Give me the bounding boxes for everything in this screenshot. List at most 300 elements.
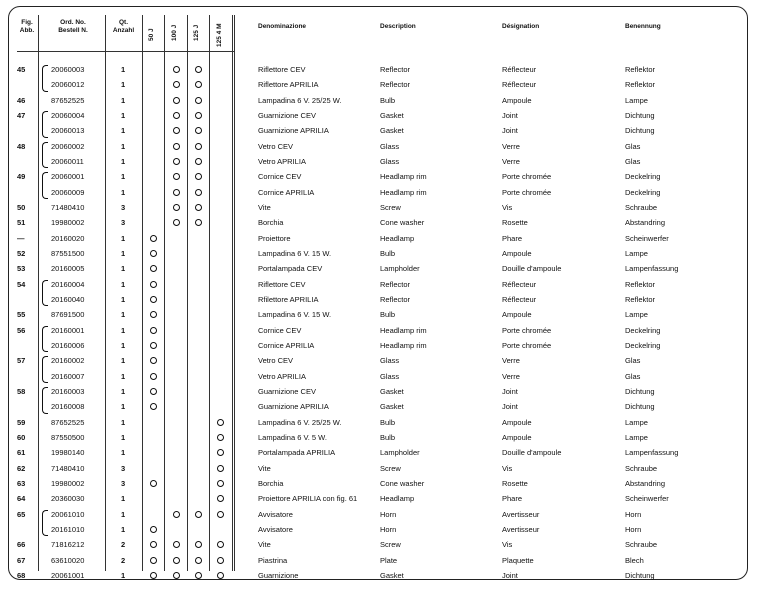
table-row bbox=[9, 123, 749, 138]
table-row bbox=[9, 415, 749, 430]
table-row bbox=[9, 491, 749, 506]
name-french: Verre bbox=[502, 141, 520, 151]
table-row bbox=[9, 77, 749, 92]
fig-number: 61 bbox=[17, 448, 26, 458]
name-english: Screw bbox=[380, 540, 401, 550]
name-french: Phare bbox=[502, 494, 523, 504]
applicability-mark bbox=[173, 127, 180, 134]
quantity: 3 bbox=[121, 202, 126, 212]
name-english: Lampholder bbox=[380, 264, 420, 274]
name-german: Deckelring bbox=[625, 325, 661, 335]
group-brace bbox=[42, 356, 48, 383]
table-row bbox=[9, 323, 749, 338]
name-italian: Guarnizione APRILIA bbox=[258, 402, 329, 412]
fig-number: 62 bbox=[17, 463, 26, 473]
fig-number: — bbox=[17, 233, 25, 243]
name-german: Deckelring bbox=[625, 340, 661, 350]
applicability-mark bbox=[195, 204, 202, 211]
quantity: 1 bbox=[121, 156, 126, 166]
name-german: Glas bbox=[625, 141, 641, 151]
name-italian: Cornice APRILIA bbox=[258, 340, 315, 350]
order-number: 20160005 bbox=[51, 264, 85, 274]
table-row bbox=[9, 62, 749, 77]
header-qty: Qt. Anzahl bbox=[112, 19, 135, 34]
table-row bbox=[9, 369, 749, 384]
table-row bbox=[9, 353, 749, 368]
header-divider bbox=[17, 51, 235, 52]
name-german: Dichtung bbox=[625, 126, 655, 136]
applicability-mark bbox=[195, 189, 202, 196]
applicability-mark bbox=[195, 541, 202, 548]
quantity: 1 bbox=[121, 494, 126, 504]
fig-number: 65 bbox=[17, 509, 26, 519]
order-number: 20060011 bbox=[51, 156, 84, 166]
fig-number: 49 bbox=[17, 172, 26, 182]
quantity: 1 bbox=[121, 233, 126, 243]
table-row bbox=[9, 200, 749, 215]
applicability-mark bbox=[195, 557, 202, 564]
fig-number: 52 bbox=[17, 248, 26, 258]
name-french: Avertisseur bbox=[502, 524, 540, 534]
order-number: 87550500 bbox=[51, 432, 85, 442]
applicability-mark bbox=[173, 189, 180, 196]
name-french: Avertisseur bbox=[502, 509, 540, 519]
table-row bbox=[9, 169, 749, 184]
applicability-mark bbox=[150, 311, 157, 318]
header-german: Benennung bbox=[625, 23, 661, 30]
name-italian: Lampadina 6 V. 5 W. bbox=[258, 432, 327, 442]
name-german: Lampe bbox=[625, 95, 648, 105]
name-english: Reflector bbox=[380, 279, 411, 289]
name-german: Dichtung bbox=[625, 570, 655, 580]
name-english: Gasket bbox=[380, 570, 404, 580]
name-german: Abstandring bbox=[625, 478, 666, 488]
applicability-mark bbox=[150, 357, 157, 364]
fig-number: 47 bbox=[17, 110, 26, 120]
name-german: Deckelring bbox=[625, 187, 661, 197]
applicability-mark bbox=[195, 81, 202, 88]
name-english: Glass bbox=[380, 156, 400, 166]
parts-table bbox=[8, 6, 748, 580]
applicability-mark bbox=[173, 541, 180, 548]
table-row bbox=[9, 568, 749, 583]
order-number: 20060002 bbox=[51, 141, 85, 151]
applicability-mark bbox=[217, 465, 224, 472]
order-number: 71816212 bbox=[51, 540, 85, 550]
table-row bbox=[9, 215, 749, 230]
order-number: 20060013 bbox=[51, 126, 85, 136]
name-german: Schraube bbox=[625, 540, 658, 550]
header-125j: 125 J bbox=[193, 24, 200, 41]
fig-number: 48 bbox=[17, 141, 26, 151]
applicability-mark bbox=[217, 480, 224, 487]
name-english: Gasket bbox=[380, 110, 404, 120]
applicability-mark bbox=[195, 112, 202, 119]
order-number: 87551500 bbox=[51, 248, 85, 258]
order-number: 19980002 bbox=[51, 218, 85, 228]
group-brace bbox=[42, 387, 48, 414]
name-french: Joint bbox=[502, 402, 518, 412]
order-number: 71480410 bbox=[51, 202, 85, 212]
group-brace bbox=[42, 142, 48, 169]
name-english: Horn bbox=[380, 509, 397, 519]
name-german: Glas bbox=[625, 356, 641, 366]
quantity: 1 bbox=[121, 294, 126, 304]
name-italian: Vetro CEV bbox=[258, 141, 294, 151]
name-french: Verre bbox=[502, 371, 520, 381]
applicability-mark bbox=[217, 572, 224, 579]
table-row bbox=[9, 154, 749, 169]
table-row bbox=[9, 93, 749, 108]
name-english: Reflector bbox=[380, 80, 411, 90]
name-german: Dichtung bbox=[625, 386, 655, 396]
name-english: Headlamp bbox=[380, 494, 415, 504]
applicability-mark bbox=[150, 265, 157, 272]
quantity: 2 bbox=[121, 540, 126, 550]
order-number: 87691500 bbox=[51, 310, 85, 320]
name-english: Bulb bbox=[380, 248, 396, 258]
name-french: Rosette bbox=[502, 218, 528, 228]
name-french: Réflecteur bbox=[502, 294, 537, 304]
fig-number: 50 bbox=[17, 202, 26, 212]
name-english: Headlamp rim bbox=[380, 187, 427, 197]
order-number: 20061001 bbox=[51, 570, 85, 580]
order-number: 20160020 bbox=[51, 233, 85, 243]
name-german: Lampe bbox=[625, 432, 648, 442]
applicability-mark bbox=[173, 97, 180, 104]
table-row bbox=[9, 522, 749, 537]
name-german: Reflektor bbox=[625, 80, 656, 90]
header-fig: Fig. Abb. bbox=[19, 19, 35, 34]
table-row bbox=[9, 445, 749, 460]
fig-number: 64 bbox=[17, 494, 26, 504]
order-number: 71480410 bbox=[51, 463, 85, 473]
group-brace bbox=[42, 280, 48, 307]
table-row bbox=[9, 553, 749, 568]
group-brace bbox=[42, 65, 48, 92]
name-english: Gasket bbox=[380, 402, 404, 412]
order-number: 19980002 bbox=[51, 478, 85, 488]
name-german: Horn bbox=[625, 509, 642, 519]
table-row bbox=[9, 338, 749, 353]
applicability-mark bbox=[195, 97, 202, 104]
applicability-mark bbox=[173, 219, 180, 226]
table-row bbox=[9, 108, 749, 123]
header-100j: 100 J bbox=[171, 24, 178, 41]
name-italian: Cornice APRILIA bbox=[258, 187, 315, 197]
name-french: Vis bbox=[502, 202, 513, 212]
name-german: Lampenfassung bbox=[625, 448, 679, 458]
name-french: Ampoule bbox=[502, 417, 532, 427]
name-english: Glass bbox=[380, 371, 400, 381]
header-125-4m: 125 4 M bbox=[216, 23, 223, 47]
name-english: Cone washer bbox=[380, 478, 425, 488]
name-italian: Riflettore CEV bbox=[258, 65, 306, 74]
name-english: Reflector bbox=[380, 294, 411, 304]
header-english: Description bbox=[380, 23, 416, 30]
table-row bbox=[9, 185, 749, 200]
applicability-mark bbox=[173, 572, 180, 579]
name-italian: Borchia bbox=[258, 218, 284, 228]
name-french: Joint bbox=[502, 110, 518, 120]
name-french: Réflecteur bbox=[502, 80, 537, 90]
name-italian: Lampadina 6 V. 15 W. bbox=[258, 310, 332, 320]
quantity: 1 bbox=[121, 264, 126, 274]
applicability-mark bbox=[173, 81, 180, 88]
applicability-mark bbox=[195, 143, 202, 150]
applicability-mark bbox=[217, 495, 224, 502]
name-french: Vis bbox=[502, 540, 513, 550]
quantity: 1 bbox=[121, 340, 126, 350]
name-french: Porte chromée bbox=[502, 187, 552, 197]
name-english: Bulb bbox=[380, 432, 396, 442]
quantity: 1 bbox=[121, 248, 126, 258]
order-number: 87652525 bbox=[51, 417, 85, 427]
name-french: Porte chromée bbox=[502, 340, 552, 350]
fig-number: 51 bbox=[17, 218, 26, 228]
fig-number: 46 bbox=[17, 95, 26, 105]
quantity: 1 bbox=[121, 65, 126, 74]
name-italian: Riflettore APRILIA bbox=[258, 80, 319, 90]
table-row bbox=[9, 537, 749, 552]
name-english: Glass bbox=[380, 141, 400, 151]
name-english: Cone washer bbox=[380, 218, 425, 228]
table-row bbox=[9, 430, 749, 445]
applicability-mark bbox=[217, 449, 224, 456]
name-english: Screw bbox=[380, 463, 401, 473]
order-number: 20160006 bbox=[51, 340, 85, 350]
name-german: Reflektor bbox=[625, 279, 656, 289]
name-italian: Cornice CEV bbox=[258, 172, 302, 182]
name-french: Ampoule bbox=[502, 310, 532, 320]
table-row bbox=[9, 261, 749, 276]
order-number: 20060004 bbox=[51, 110, 85, 120]
applicability-mark bbox=[150, 572, 157, 579]
name-english: Reflector bbox=[380, 65, 411, 74]
name-french: Joint bbox=[502, 126, 518, 136]
applicability-mark bbox=[150, 403, 157, 410]
name-english: Plate bbox=[380, 555, 398, 565]
applicability-mark bbox=[195, 127, 202, 134]
applicability-mark bbox=[150, 250, 157, 257]
applicability-mark bbox=[173, 112, 180, 119]
name-german: Lampe bbox=[625, 417, 648, 427]
name-italian: Vetro APRILIA bbox=[258, 371, 306, 381]
name-italian: Avvisatore bbox=[258, 509, 293, 519]
name-german: Dichtung bbox=[625, 110, 655, 120]
name-german: Lampenfassung bbox=[625, 264, 679, 274]
name-german: Schraube bbox=[625, 463, 658, 473]
name-italian: Vite bbox=[258, 463, 271, 473]
name-german: Reflektor bbox=[625, 65, 656, 74]
name-french: Douille d'ampoule bbox=[502, 264, 562, 274]
fig-number: 59 bbox=[17, 417, 26, 427]
applicability-mark bbox=[217, 419, 224, 426]
applicability-mark bbox=[150, 342, 157, 349]
name-english: Bulb bbox=[380, 417, 396, 427]
name-german: Blech bbox=[625, 555, 644, 565]
name-italian: Guarnizione bbox=[258, 570, 299, 580]
name-italian: Guarnizione CEV bbox=[258, 386, 316, 396]
applicability-mark bbox=[195, 572, 202, 579]
fig-number: 56 bbox=[17, 325, 26, 335]
name-italian: Vetro APRILIA bbox=[258, 156, 306, 166]
name-italian: Lampadina 6 V. 15 W. bbox=[258, 248, 332, 258]
order-number: 20060001 bbox=[51, 172, 85, 182]
table-row bbox=[9, 384, 749, 399]
name-italian: Lampadina 6 V. 25/25 W. bbox=[258, 417, 342, 427]
quantity: 1 bbox=[121, 524, 126, 534]
table-row bbox=[9, 292, 749, 307]
applicability-mark bbox=[195, 66, 202, 73]
applicability-mark bbox=[217, 541, 224, 548]
name-french: Porte chromée bbox=[502, 325, 552, 335]
order-number: 20160008 bbox=[51, 402, 85, 412]
name-german: Glas bbox=[625, 371, 641, 381]
name-french: Joint bbox=[502, 570, 518, 580]
quantity: 1 bbox=[121, 325, 126, 335]
table-row bbox=[9, 399, 749, 414]
name-italian: Avvisatore bbox=[258, 524, 293, 534]
header-ord: Ord. No. Bestell N. bbox=[58, 19, 88, 34]
applicability-mark bbox=[150, 281, 157, 288]
applicability-mark bbox=[150, 480, 157, 487]
table-row bbox=[9, 277, 749, 292]
name-english: Headlamp rim bbox=[380, 172, 427, 182]
order-number: 20160040 bbox=[51, 294, 85, 304]
name-french: Réflecteur bbox=[502, 279, 537, 289]
name-italian: Proiettore bbox=[258, 233, 291, 243]
header-italian: Denominazione bbox=[258, 23, 307, 30]
table-row bbox=[9, 231, 749, 246]
name-french: Rosette bbox=[502, 478, 528, 488]
quantity: 1 bbox=[121, 417, 126, 427]
name-italian: Portalampada APRILIA bbox=[258, 448, 336, 458]
order-number: 20060009 bbox=[51, 187, 85, 197]
applicability-mark bbox=[195, 173, 202, 180]
header-50j: 50 J bbox=[148, 28, 155, 41]
name-german: Lampe bbox=[625, 310, 648, 320]
name-french: Ampoule bbox=[502, 432, 532, 442]
quantity: 1 bbox=[121, 432, 126, 442]
fig-number: 60 bbox=[17, 432, 26, 442]
name-german: Lampe bbox=[625, 248, 648, 258]
quantity: 1 bbox=[121, 402, 126, 412]
order-number: 20060003 bbox=[51, 65, 85, 74]
name-french: Verre bbox=[502, 356, 520, 366]
name-german: Dichtung bbox=[625, 402, 655, 412]
order-number: 20160001 bbox=[51, 325, 85, 335]
quantity: 1 bbox=[121, 187, 126, 197]
applicability-mark bbox=[173, 511, 180, 518]
fig-number: 68 bbox=[17, 570, 26, 580]
fig-number: 57 bbox=[17, 356, 26, 366]
applicability-mark bbox=[150, 557, 157, 564]
table-row bbox=[9, 307, 749, 322]
quantity: 1 bbox=[121, 371, 126, 381]
name-italian: Cornice CEV bbox=[258, 325, 302, 335]
fig-number: 45 bbox=[17, 65, 26, 74]
quantity: 1 bbox=[121, 509, 126, 519]
quantity: 2 bbox=[121, 555, 126, 565]
applicability-mark bbox=[173, 173, 180, 180]
name-french: Porte chromée bbox=[502, 172, 552, 182]
name-italian: Portalampada CEV bbox=[258, 264, 323, 274]
applicability-mark bbox=[173, 66, 180, 73]
name-english: Lampholder bbox=[380, 448, 420, 458]
applicability-mark bbox=[195, 219, 202, 226]
name-english: Bulb bbox=[380, 95, 396, 105]
name-english: Headlamp rim bbox=[380, 325, 427, 335]
quantity: 3 bbox=[121, 218, 126, 228]
name-english: Gasket bbox=[380, 386, 404, 396]
order-number: 63610020 bbox=[51, 555, 85, 565]
applicability-mark bbox=[150, 526, 157, 533]
fig-number: 54 bbox=[17, 279, 26, 289]
fig-number: 63 bbox=[17, 478, 26, 488]
name-german: Deckelring bbox=[625, 172, 661, 182]
order-number: 20160007 bbox=[51, 371, 85, 381]
table-row bbox=[9, 246, 749, 261]
quantity: 1 bbox=[121, 386, 126, 396]
order-number: 20061010 bbox=[51, 509, 85, 519]
name-italian: Vite bbox=[258, 202, 271, 212]
applicability-mark bbox=[217, 434, 224, 441]
name-italian: Proiettore APRILIA con fig. 61 bbox=[258, 494, 358, 504]
quantity: 1 bbox=[121, 172, 126, 182]
name-italian: Riflettore CEV bbox=[258, 279, 306, 289]
name-french: Douille d'ampoule bbox=[502, 448, 562, 458]
table-row bbox=[9, 139, 749, 154]
name-french: Vis bbox=[502, 463, 513, 473]
name-french: Plaquette bbox=[502, 555, 534, 565]
applicability-mark bbox=[173, 557, 180, 564]
group-brace bbox=[42, 326, 48, 353]
quantity: 3 bbox=[121, 463, 126, 473]
name-french: Phare bbox=[502, 233, 523, 243]
name-english: Headlamp rim bbox=[380, 340, 427, 350]
quantity: 1 bbox=[121, 80, 126, 90]
name-english: Horn bbox=[380, 524, 397, 534]
name-german: Schraube bbox=[625, 202, 658, 212]
quantity: 1 bbox=[121, 448, 126, 458]
quantity: 3 bbox=[121, 478, 126, 488]
quantity: 1 bbox=[121, 279, 126, 289]
applicability-mark bbox=[150, 296, 157, 303]
fig-number: 66 bbox=[17, 540, 26, 550]
name-english: Glass bbox=[380, 356, 400, 366]
name-french: Verre bbox=[502, 156, 520, 166]
name-german: Glas bbox=[625, 156, 641, 166]
header-french: Désignation bbox=[502, 23, 540, 30]
group-brace bbox=[42, 111, 48, 138]
name-italian: Vite bbox=[258, 540, 271, 550]
applicability-mark bbox=[150, 373, 157, 380]
name-french: Joint bbox=[502, 386, 518, 396]
quantity: 1 bbox=[121, 95, 126, 105]
fig-number: 67 bbox=[17, 555, 26, 565]
name-italian: Piastrina bbox=[258, 555, 288, 565]
name-german: Scheinwerfer bbox=[625, 494, 669, 504]
applicability-mark bbox=[195, 158, 202, 165]
order-number: 20360030 bbox=[51, 494, 85, 504]
order-number: 20160004 bbox=[51, 279, 85, 289]
fig-number: 53 bbox=[17, 264, 26, 274]
name-german: Abstandring bbox=[625, 218, 666, 228]
applicability-mark bbox=[217, 557, 224, 564]
name-french: Ampoule bbox=[502, 95, 532, 105]
quantity: 1 bbox=[121, 356, 126, 366]
